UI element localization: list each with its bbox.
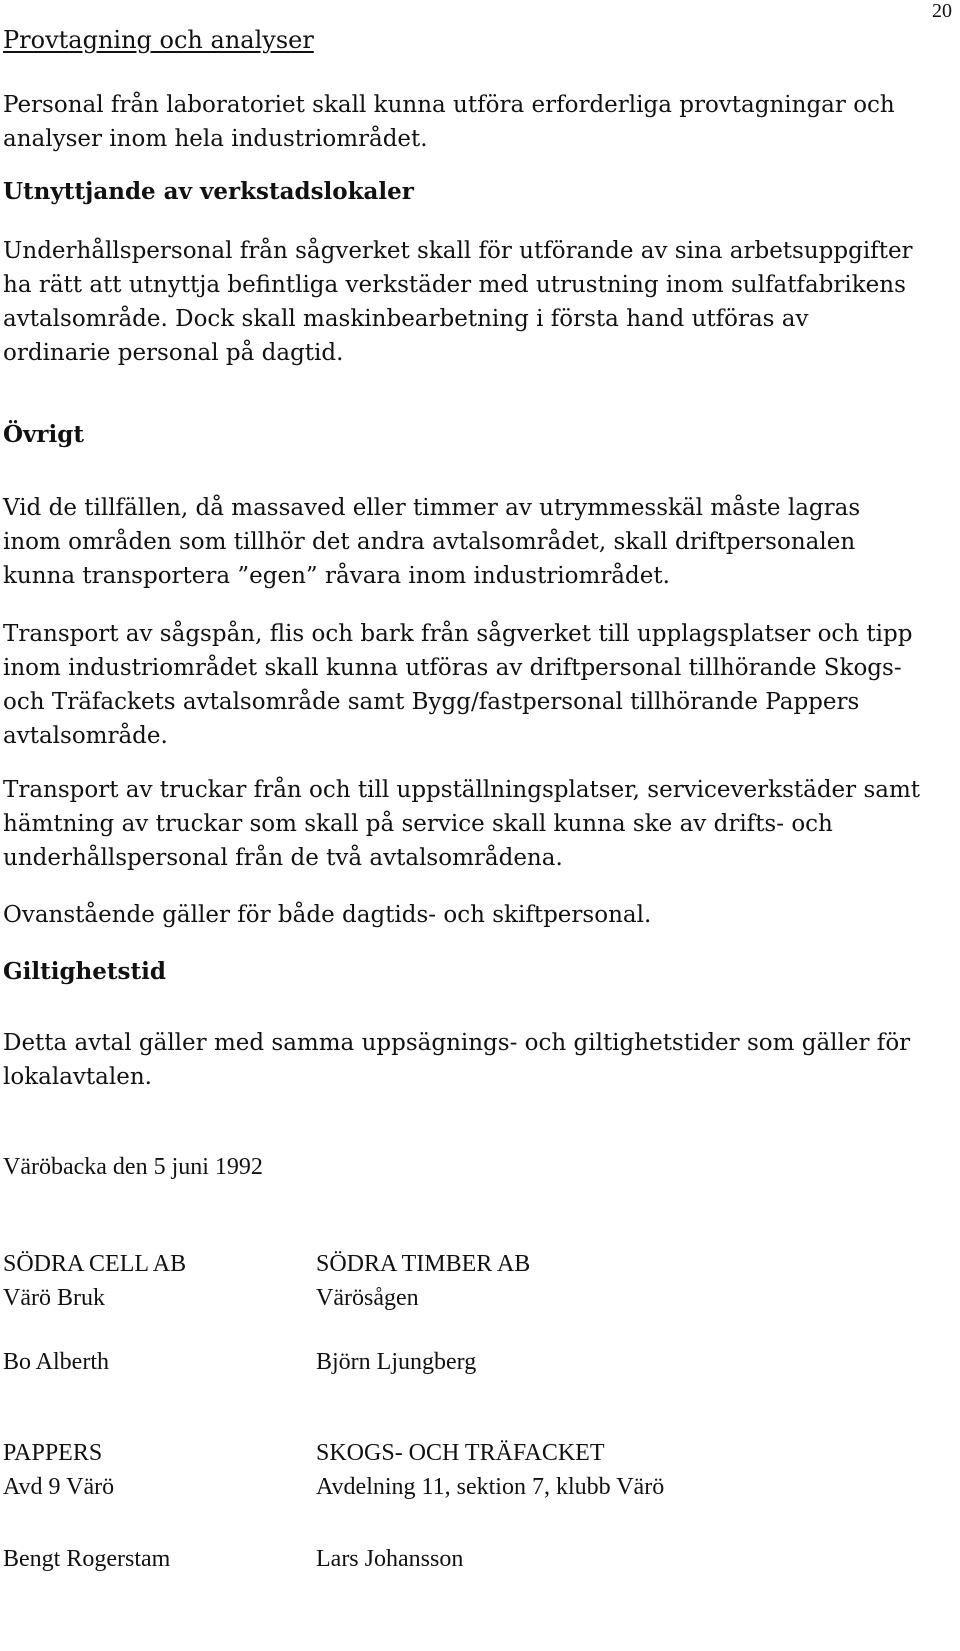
- section-heading-giltighet: Giltighetstid: [3, 958, 166, 985]
- signatory-block: [316, 1436, 664, 1576]
- paragraph-line: Transport av sågspån, flis och bark från sågverket till upplagsplatser och tipp: [3, 621, 913, 647]
- paragraph-line: avtalsområde.: [3, 723, 168, 749]
- section-heading-ovrigt: Övrigt: [3, 421, 84, 448]
- page-number: 20: [932, 0, 952, 22]
- paragraph-line: analyser inom hela industriområdet.: [3, 126, 428, 152]
- paragraph-line: kunna transportera ”egen” råvara inom industriområdet.: [3, 563, 670, 589]
- signatory-org: SKOGS- OCH TRÄFACKET: [316, 1440, 605, 1466]
- paragraph-line: Underhållspersonal från sågverket skall för utförande av sina arbetsuppgifter: [3, 238, 913, 264]
- paragraph-line: Personal från laboratoriet skall kunna utföra erforderliga provtagningar och: [3, 92, 895, 118]
- paragraph-ovrigt-4: [3, 898, 651, 932]
- paragraph-line: underhållspersonal från de två avtalsområdena.: [3, 845, 563, 871]
- signatory-block: [3, 1436, 170, 1576]
- signatory-name: Bengt Rogerstam: [3, 1546, 171, 1572]
- paragraph-line: ha rätt att utnyttja befintliga verkstäder med utrustning inom sulfatfabrikens: [3, 272, 906, 298]
- signatory-org: PAPPERS: [3, 1440, 103, 1466]
- paragraph-line: inom områden som tillhör det andra avtalsområdet, skall driftpersonalen: [3, 529, 856, 555]
- paragraph-giltighet: [3, 1026, 910, 1094]
- paragraph-line: avtalsområde. Dock skall maskinbearbetning i första hand utföras av: [3, 306, 809, 332]
- signatory-name: Bo Alberth: [3, 1349, 109, 1375]
- signatory-block: [3, 1247, 186, 1379]
- place-date: Väröbacka den 5 juni 1992: [3, 1154, 263, 1180]
- signatory-org: SÖDRA TIMBER AB: [316, 1251, 531, 1277]
- signatory-unit: Värösågen: [316, 1285, 419, 1311]
- signatory-unit: Värö Bruk: [3, 1285, 105, 1311]
- paragraph-line: lokalavtalen.: [3, 1064, 152, 1090]
- section-heading-verkstad: Utnyttjande av verkstadslokaler: [3, 178, 414, 205]
- paragraph-provtagning: [3, 88, 895, 156]
- paragraph-line: Ovanstående gäller för både dagtids- och skiftpersonal.: [3, 902, 652, 928]
- signatory-org: SÖDRA CELL AB: [3, 1251, 187, 1277]
- section-heading-provtagning: Provtagning och analyser: [3, 26, 314, 54]
- paragraph-line: Transport av truckar från och till uppställningsplatser, serviceverkstäder samt: [3, 777, 921, 803]
- paragraph-line: Detta avtal gäller med samma uppsägnings- och giltighetstider som gäller för: [3, 1030, 911, 1056]
- signatory-unit: Avdelning 11, sektion 7, klubb Värö: [316, 1474, 665, 1500]
- paragraph-ovrigt-3: [3, 773, 920, 875]
- signatory-unit: Avd 9 Värö: [3, 1474, 115, 1500]
- paragraph-ovrigt-1: [3, 491, 860, 593]
- paragraph-line: hämtning av truckar som skall på service skall kunna ske av drifts- och: [3, 811, 833, 837]
- paragraph-line: och Träfackets avtalsområde samt Bygg/fastpersonal tillhörande Pappers: [3, 689, 860, 715]
- signatory-block: [316, 1247, 530, 1379]
- paragraph-line: ordinarie personal på dagtid.: [3, 340, 344, 366]
- paragraph-line: Vid de tillfällen, då massaved eller timmer av utrymmesskäl måste lagras: [3, 495, 861, 521]
- paragraph-ovrigt-2: [3, 617, 912, 753]
- signatory-name: Lars Johansson: [316, 1546, 464, 1572]
- signatory-name: Björn Ljungberg: [316, 1349, 477, 1375]
- paragraph-verkstad: [3, 234, 913, 370]
- paragraph-line: inom industriområdet skall kunna utföras av driftpersonal tillhörande Skogs-: [3, 655, 902, 681]
